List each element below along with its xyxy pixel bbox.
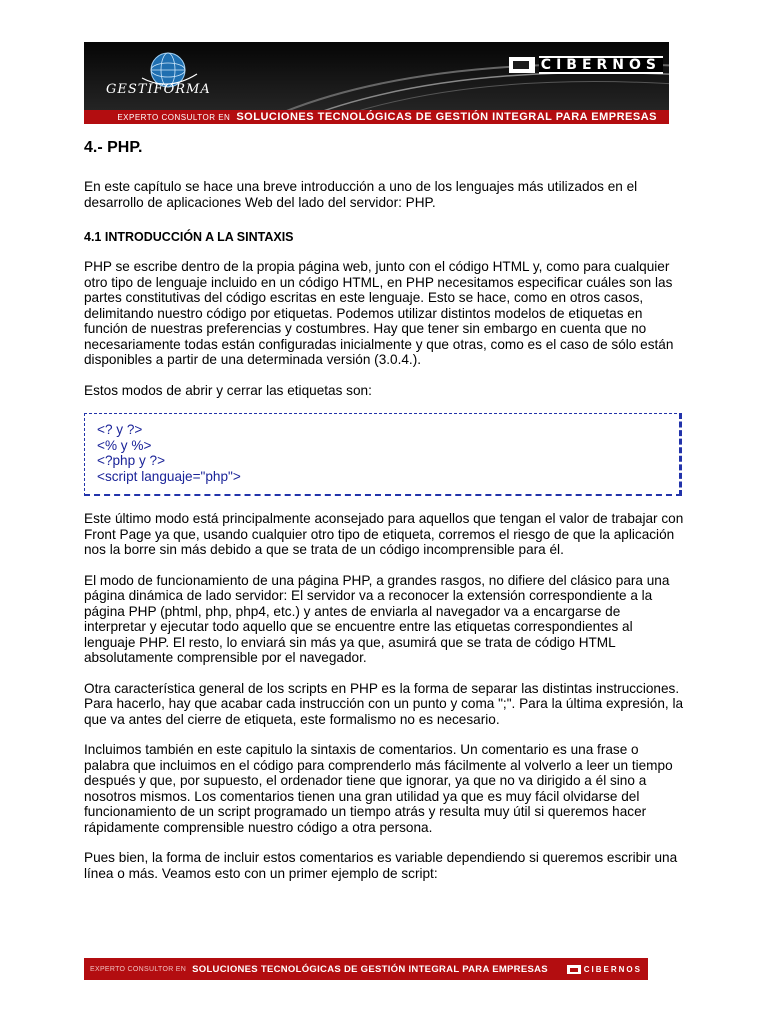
paragraph-5: Otra característica general de los scripts en PHP es la forma de separar las distintas instrucciones. Para hacerlo, hay que acabar cada instrucción con un punto y coma ";". Para la última expresión, la que va antes del cierre de etiqueta, este formalismo no es necesario. (84, 680, 684, 727)
gestiforma-brand: GESTIFORMA (106, 82, 211, 97)
cibernos-brand: CIBERNOS (540, 57, 661, 73)
intro-paragraph: En este capítulo se hace una breve introducción a uno de los lenguajes más utilizados en el desarrollo de aplicaciones Web del lado del servidor: PHP. (84, 179, 638, 210)
paragraph-7: Pues bien, la forma de incluir estos comentarios es variable dependiendo si queremos escribir una línea o más. Veamos esto con un primer ejemplo de script: (84, 850, 678, 881)
header-tagline-prefix: EXPERTO CONSULTOR EN (117, 112, 231, 122)
code-line: <? y ?> (97, 422, 143, 437)
paragraph-6: Incluimos también en este capitulo la sintaxis de comentarios. Un comentario es una frase o palabra que incluimos en el código para comprenderlo más fácilmente al volverlo a leer un tiempo después y que, por supuesto, el ordenador tiene que ignorar, ya que no va dirigido a él sino a nosotros mismos. Los comentarios tienen una gran utilidad ya que es muy fácil olvidarse del funcionamiento de un script programado un tiempo atrás y resulta muy útil si queremos hacer rápidamente comprensible nuestro código a otra persona. (84, 742, 673, 835)
paragraph-3: Este último modo está principalmente aconsejado para aquellos que tengan el valor de trabajar con Front Page ya que, usando cualquier otro tipo de etiqueta, corremos el riesgo de que la aplicación nos la borre sin más debido a que se trata de un código incomprensible para él. (84, 511, 684, 557)
cibernos-mark-icon (509, 57, 535, 73)
code-line: <?php y ?> (97, 453, 166, 468)
header-tagline-main: SOLUCIONES TECNOLÓGICAS DE GESTIÓN INTEGRAL PARA EMPRESAS (236, 111, 657, 123)
paragraph-4: El modo de funcionamiento de una página PHP, a grandes rasgos, no difiere del clásico para una página dinámica de lado servidor: El servidor va a reconocer la extensión correspondiente a la página PHP (phtml, php, php4, etc.) y antes de enviarla al navegador va a encargarse de interpretar y ejecutar todo aquello que se encuentre entre las etiquetas correspondientes al lenguaje PHP. El resto, lo enviará sin más ya que, asumirá que se trata de código HTML absolutamente comprensible por el navegador. (84, 572, 670, 665)
paragraph-2: Estos modos de abrir y cerrar las etiquetas son: (84, 382, 372, 398)
cibernos-logo (509, 56, 663, 74)
code-line: <script languaje="php"> (97, 468, 241, 484)
header-tagline-strip (84, 110, 669, 124)
section-title: 4.1 INTRODUCCIÓN A LA SINTAXIS (84, 230, 294, 244)
document-content (84, 138, 684, 896)
chapter-title: 4.- PHP. (84, 139, 143, 156)
footer-brand: CIBERNOS (583, 964, 642, 974)
paragraph-1: PHP se escribe dentro de la propia página web, junto con el código HTML y, como para cualquier otro tipo de lenguaje incluido en un código HTML, en PHP necesitamos especificar cuáles son las partes constitutivas del código escritas en este lenguaje. Esto se hace, como en otros casos, delimitando nuestro código por etiquetas. Podemos utilizar distintos modelos de etiquetas en función de nuestras preferencias y costumbres. Hay que tener sin embargo en cuenta que no necesariamente todas están configuradas inicialmente y que otras, como es el caso de sólo están disponibles a partir de una determinada versión (3.0.4.). (84, 259, 674, 367)
code-line: <% y %> (97, 437, 152, 453)
footer-tagline-main: SOLUCIONES TECNOLÓGICAS DE GESTIÓN INTEGRAL PARA EMPRESAS (192, 963, 548, 975)
cibernos-mark-icon (567, 965, 581, 974)
code-block (84, 413, 682, 496)
footer-banner (84, 958, 648, 980)
globe-icon (102, 48, 222, 106)
footer-tagline-prefix: EXPERTO CONSULTOR EN (90, 965, 187, 973)
header-banner (84, 42, 669, 124)
footer-logo (567, 965, 642, 974)
